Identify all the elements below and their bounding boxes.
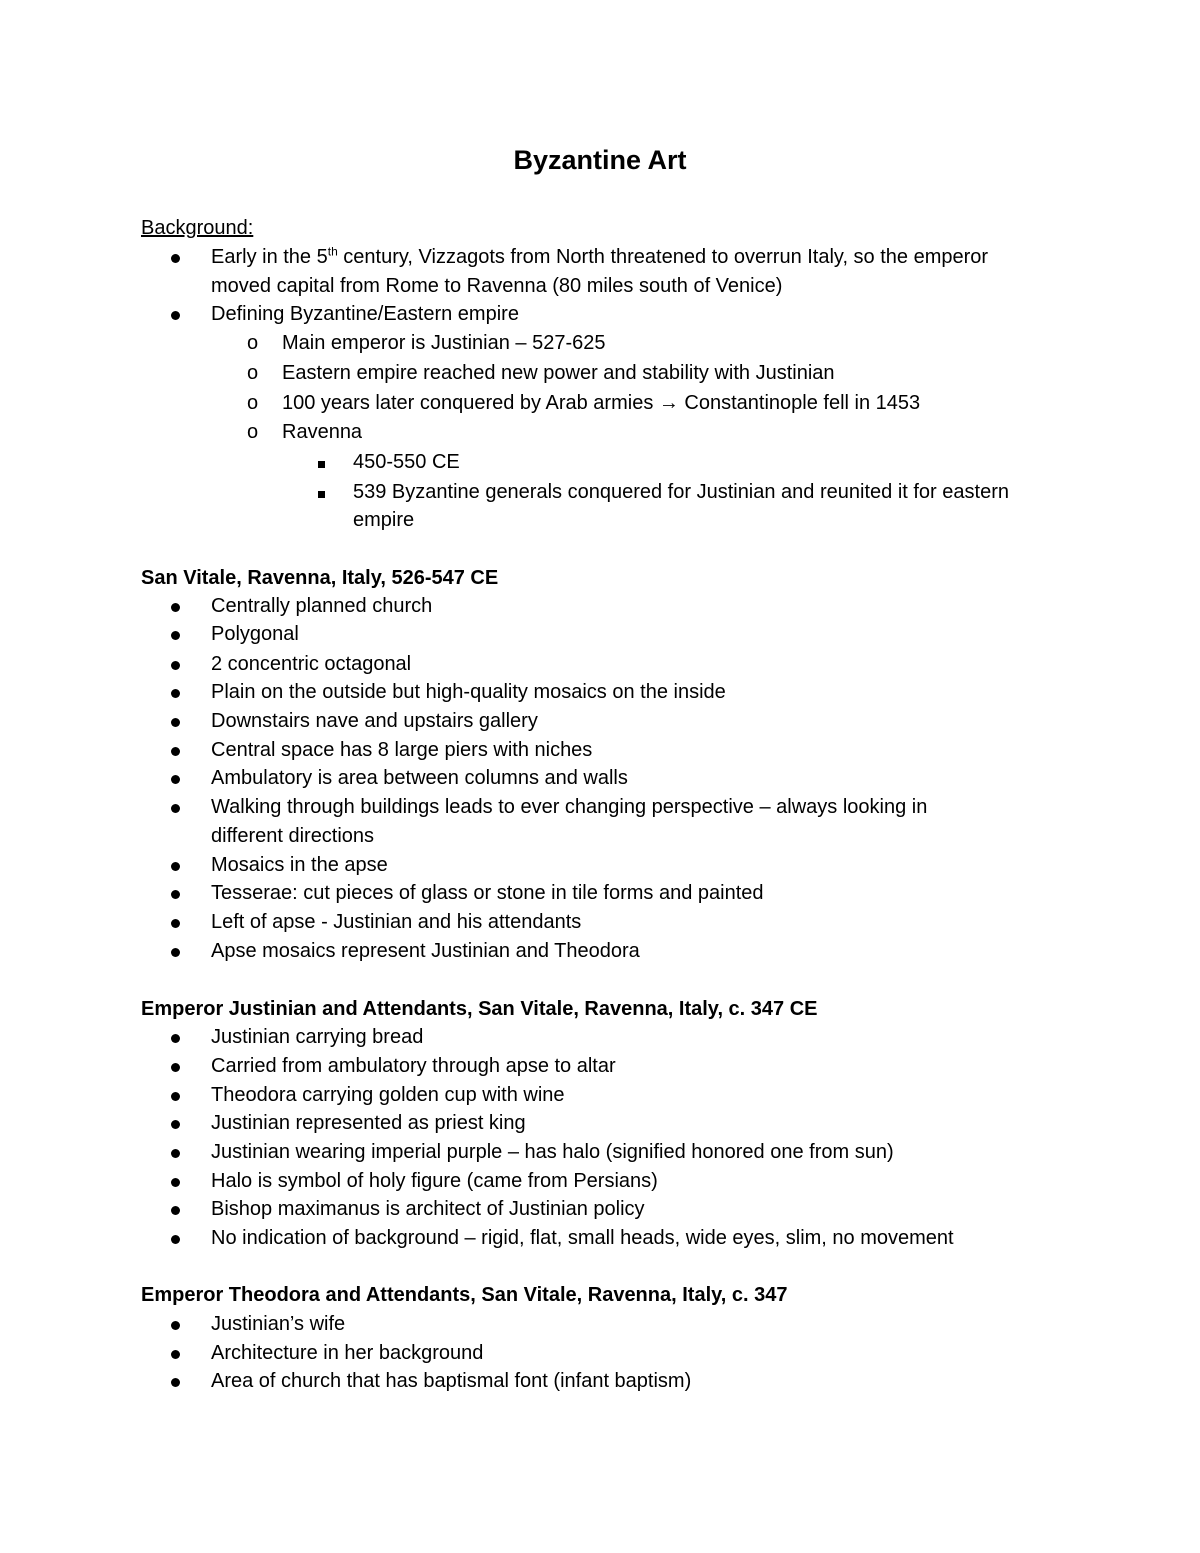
- theodora-heading: Emperor Theodora and Attendants, San Vitale, Ravenna, Italy, c. 347: [141, 1284, 788, 1306]
- bullet-dot-icon: [171, 1378, 180, 1387]
- bullet-dot-icon: [171, 1350, 180, 1359]
- circle-bullet-icon: o: [247, 362, 259, 384]
- square-bullet-icon: [318, 491, 325, 498]
- bullet-dot-icon: [171, 862, 180, 871]
- bullet-dot-icon: [171, 890, 180, 899]
- document-page: Byzantine Art Background: Early in the 5th century, Vizzagots from North threatened to overrun Italy, so the emperor moved capital from Rome to Ravenna (80 miles south of Venice) Defining Byzantine/Eastern empire o Main emperor is Justinian – 527-625 o Eastern empire reached new power and stability with Justinian o 100 years later conquered by Arab armies → Constantinople fell in 1453 o Ravenna 450-550 CE 539 Byzantine generals conquered for Justinian and reunited it for eastern empire San Vitale, Ravenna, Italy, 526-547 CE Centrally planned church Polygonal 2 concentric octagonal Plain on the outside but high-quality mosaics on the inside Downstairs nave and upstairs gallery Central space has 8 large piers with niches Ambulatory is area between columns and walls Walking through buildings leads to ever changing perspective – always looking in different directions Mosaics in the apse Tesserae: cut pieces of glass or stone in tile forms and painted Left of apse - Justinian and his attendants Apse mosaics represent Justinian and Theodora Emperor Justinian and Attendants, San Vitale, Ravenna, Italy, c. 347 CE Justinian carrying bread Carried from ambulatory through apse to altar Theodora carrying golden cup with wine Justinian represented as priest king Justinian wearing imperial purple – has halo (signified honored one from sun) Halo is symbol of holy figure (came from Persians) Bishop maximanus is architect of Justinian policy No indication of background – rigid, flat, small heads, wide eyes, slim, no movement Emperor Theodora and Attendants, San Vitale, Ravenna, Italy, c. 347 Justinian’s wife Architecture in her background Area of church that has baptismal font (infant baptism): [0, 0, 1200, 1553]
- background-heading: Background:: [141, 217, 254, 239]
- bullet-dot-icon: [171, 804, 180, 813]
- circle-bullet-icon: o: [247, 392, 259, 414]
- document-title: Byzantine Art: [513, 145, 687, 175]
- bullet-dot-icon: [171, 631, 180, 640]
- bullet-dot-icon: [171, 603, 180, 612]
- bullet-dot-icon: [171, 254, 180, 263]
- bullet-dot-icon: [171, 1063, 180, 1072]
- bullet-dot-icon: [171, 1321, 180, 1330]
- bullet-dot-icon: [171, 1206, 180, 1215]
- circle-bullet-icon: o: [247, 332, 259, 354]
- bullet-dot-icon: [171, 1092, 180, 1101]
- bullet-dot-icon: [171, 689, 180, 698]
- bullet-dot-icon: [171, 1178, 180, 1187]
- justinian-heading: Emperor Justinian and Attendants, San Vitale, Ravenna, Italy, c. 347 CE: [141, 998, 818, 1020]
- bullet-dot-icon: [171, 1149, 180, 1158]
- circle-bullet-icon: o: [247, 421, 259, 443]
- bullet-dot-icon: [171, 311, 180, 320]
- bullet-dot-icon: [171, 775, 180, 784]
- bullet-dot-icon: [171, 948, 180, 957]
- bullet-dot-icon: [171, 919, 180, 928]
- bullet-dot-icon: [171, 1034, 180, 1043]
- bullet-dot-icon: [171, 1120, 180, 1129]
- san-vitale-heading: San Vitale, Ravenna, Italy, 526-547 CE: [141, 567, 499, 589]
- bullet-dot-icon: [171, 718, 180, 727]
- square-bullet-icon: [318, 461, 325, 468]
- bullet-dot-icon: [171, 1235, 180, 1244]
- bullet-dot-icon: [171, 747, 180, 756]
- arrow-right-icon: →: [658, 392, 679, 414]
- bullet-dot-icon: [171, 661, 180, 670]
